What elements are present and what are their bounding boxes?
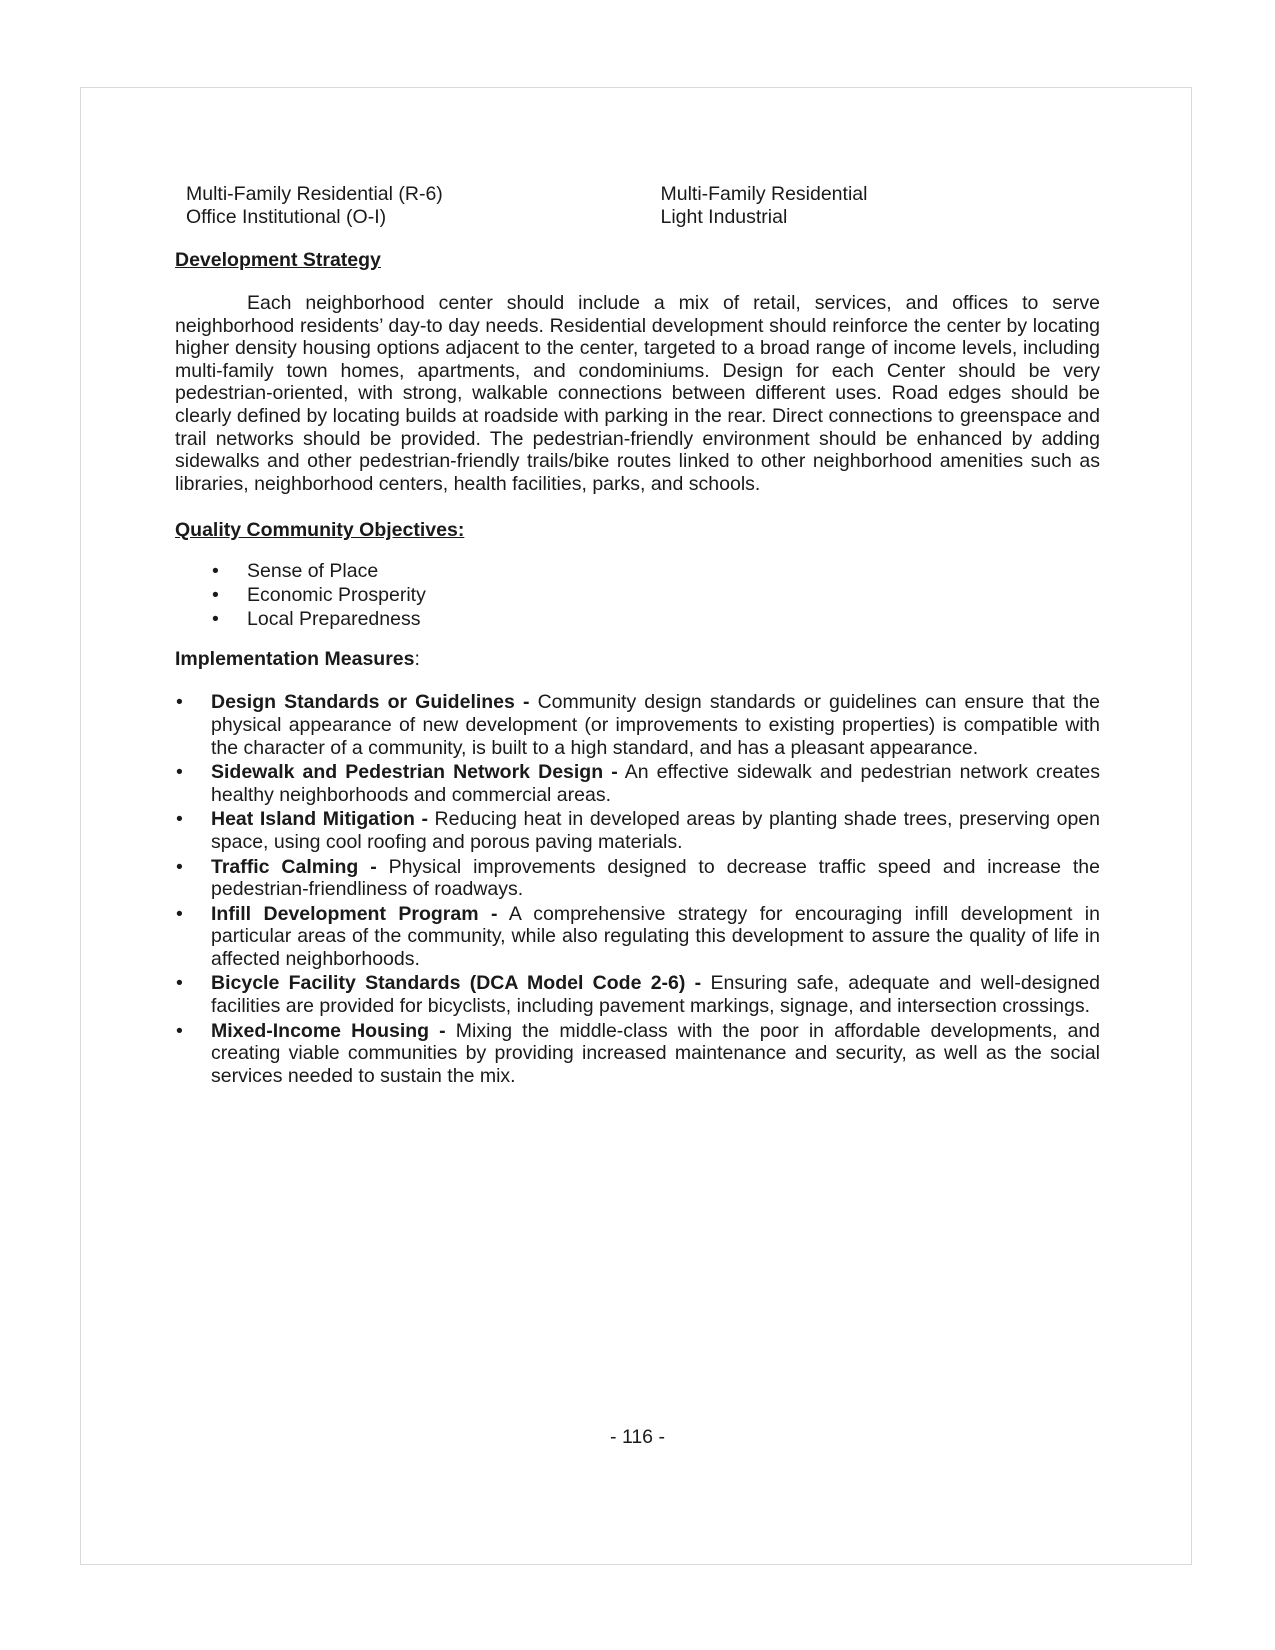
measure-text: Community design standards or guidelines can ensure that the physical appearance of new development (or improvements to existing properties) is compatible with the character of a community, is built to a high standard, and has a pleasant appearance.: [211, 691, 1100, 759]
bullet-icon: •: [212, 560, 219, 583]
implementation-list: [175, 691, 1100, 1087]
measure-text: An effective sidewalk and pedestrian network creates healthy neighborhoods and commercial areas.: [211, 761, 1100, 806]
development-strategy-heading: Development Strategy: [175, 249, 381, 271]
list-item: [175, 903, 1100, 971]
measure-term: Traffic Calming -: [211, 855, 377, 878]
list-item: [175, 972, 1100, 1017]
measure-term: Heat Island Mitigation -: [211, 808, 428, 831]
measure-text: A comprehensive strategy for encouraging infill development in particular areas of the community, while also regulating this development to assure the quality of life in affected neighborhoods.: [211, 902, 1100, 970]
page-number: - 116 -: [610, 1426, 665, 1448]
measure-text: Reducing heat in developed areas by planting shade trees, preserving open space, using cool roofing and porous paving materials.: [211, 808, 1100, 853]
list-item: [175, 608, 1100, 632]
bullet-icon: •: [176, 808, 183, 831]
measure-term: Bicycle Facility Standards (DCA Model Code 2-6) -: [211, 972, 702, 995]
implementation-heading-text: Implementation Measures: [175, 648, 415, 671]
use-item: Multi-Family Residential: [660, 183, 868, 205]
measure-term: Mixed-Income Housing -: [211, 1019, 446, 1042]
objective-text: Sense of Place: [247, 560, 379, 583]
measure-term: Sidewalk and Pedestrian Network Design -: [211, 761, 618, 784]
objectives-list: [175, 560, 1100, 632]
list-item: [175, 761, 1100, 806]
list-item: [175, 691, 1100, 759]
measure-text: Physical improvements designed to decrease traffic speed and increase the pedestrian-friendliness of roadways.: [211, 855, 1100, 901]
measure-term: Infill Development Program -: [211, 902, 498, 925]
zoning-column: [175, 183, 660, 229]
use-item: Light Industrial: [660, 206, 788, 228]
bullet-icon: •: [176, 691, 183, 714]
bullet-icon: •: [176, 855, 183, 878]
bullet-icon: •: [176, 1019, 183, 1042]
bullet-icon: •: [212, 608, 219, 631]
document-body: [175, 183, 1100, 1089]
implementation-heading: [175, 648, 1100, 671]
list-item: [175, 808, 1100, 853]
bullet-icon: •: [176, 972, 183, 995]
measure-text: Ensuring safe, adequate and well-designed facilities are provided for bicyclists, including pavement markings, signage, and intersection crossings.: [211, 972, 1101, 1018]
list-item: [175, 560, 1100, 584]
zoning-item: Multi-Family Residential (R-6): [186, 183, 443, 205]
list-item: [175, 584, 1100, 608]
list-item: [175, 1020, 1100, 1088]
zoning-item: Office Institutional (O-I): [186, 206, 387, 228]
objective-text: Local Preparedness: [247, 608, 421, 631]
bullet-icon: •: [212, 584, 219, 607]
implementation-heading-colon: :: [414, 648, 420, 671]
objectives-heading: Quality Community Objectives:: [175, 519, 465, 542]
bullet-icon: •: [176, 902, 183, 925]
measure-text: Mixing the middle-class with the poor in affordable developments, and creating viable communities by providing increased maintenance and security, as well as the social services needed to sustain the mix.: [211, 1019, 1100, 1087]
land-use-table: [175, 183, 1100, 229]
development-strategy-paragraph: Each neighborhood center should include a mix of retail, services, and offices to serve neighborhood residents’ day-to day needs. Residential development should reinforce the center by locating higher density housing options adjacent to the center, targeted to a broad range of income levels, including multi-family town homes, apartments, and condominiums. Design for each Center should be very pedestrian-oriented, with strong, walkable connections between different uses. Road edges should be clearly defined by locating builds at roadside with parking in the rear. Direct connections to greenspace and trail networks should be provided. The pedestrian-friendly environment should be enhanced by adding sidewalks and other pedestrian-friendly trails/bike routes linked to other neighborhood amenities such as libraries, neighborhood centers, health facilities, parks, and schools.: [175, 292, 1100, 495]
list-item: [175, 856, 1100, 901]
use-column: [660, 183, 1100, 229]
objective-text: Economic Prosperity: [247, 584, 426, 607]
bullet-icon: •: [176, 761, 183, 784]
measure-term: Design Standards or Guidelines -: [211, 691, 530, 714]
